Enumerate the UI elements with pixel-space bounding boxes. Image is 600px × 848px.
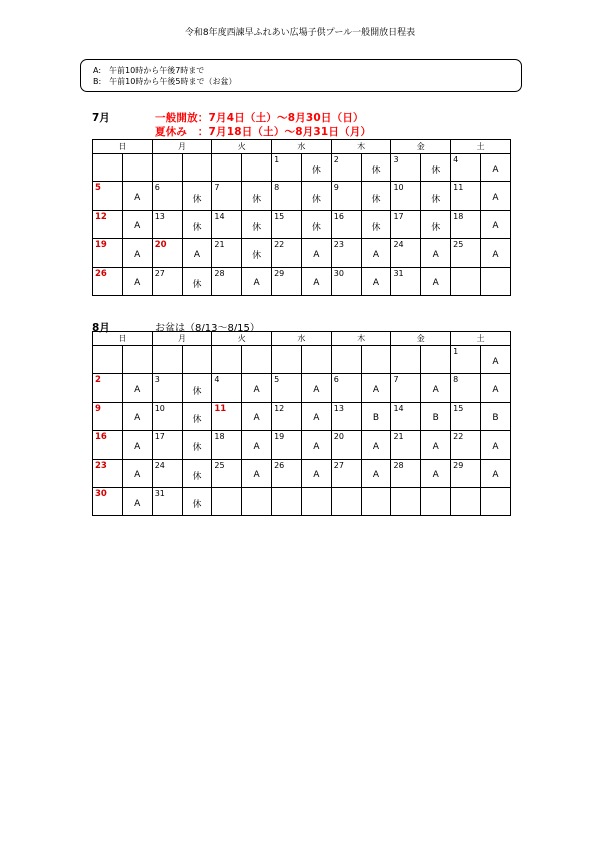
day-status: 休 <box>182 374 212 402</box>
empty-day-cell <box>93 154 123 182</box>
weekday-header: 火 <box>212 332 272 346</box>
day-status: A <box>301 431 331 459</box>
day-status: A <box>421 459 451 487</box>
empty-day-cell <box>480 487 510 515</box>
empty-day-cell <box>93 346 123 374</box>
day-number: 30 <box>331 267 361 295</box>
empty-day-cell <box>122 346 152 374</box>
week-row <box>93 346 511 374</box>
day-status: A <box>301 239 331 267</box>
day-status: 休 <box>182 210 212 238</box>
legend-line-a: A: 午前10時から午後7時まで <box>93 66 205 75</box>
day-number: 27 <box>331 459 361 487</box>
day-status: 休 <box>361 210 391 238</box>
day-status: A <box>480 182 510 210</box>
day-number: 29 <box>272 267 302 295</box>
day-status: A <box>480 239 510 267</box>
weekday-header: 月 <box>152 332 212 346</box>
empty-day-cell <box>361 346 391 374</box>
day-status: A <box>301 402 331 430</box>
day-number: 1 <box>272 154 302 182</box>
day-number: 24 <box>152 459 182 487</box>
empty-day-cell <box>152 346 182 374</box>
day-number: 2 <box>331 154 361 182</box>
weekday-header: 火 <box>212 140 272 154</box>
day-number: 21 <box>212 239 242 267</box>
weekday-header: 水 <box>272 140 332 154</box>
day-status: B <box>480 402 510 430</box>
day-status: A <box>122 374 152 402</box>
day-number: 7 <box>212 182 242 210</box>
day-number: 9 <box>93 402 123 430</box>
empty-day-cell <box>421 487 451 515</box>
day-number: 29 <box>451 459 481 487</box>
day-status: A <box>301 459 331 487</box>
empty-day-cell <box>122 154 152 182</box>
day-number: 28 <box>212 267 242 295</box>
empty-day-cell <box>242 346 272 374</box>
day-status: 休 <box>242 182 272 210</box>
empty-day-cell <box>421 346 451 374</box>
day-status: A <box>421 431 451 459</box>
week-row <box>93 374 511 402</box>
day-number: 10 <box>152 402 182 430</box>
day-status: A <box>480 154 510 182</box>
day-status: 休 <box>242 210 272 238</box>
day-status: A <box>122 210 152 238</box>
empty-day-cell <box>391 346 421 374</box>
empty-day-cell <box>331 487 361 515</box>
day-number: 31 <box>152 487 182 515</box>
day-status: B <box>361 402 391 430</box>
day-number: 17 <box>391 210 421 238</box>
day-status: 休 <box>421 182 451 210</box>
day-status: 休 <box>182 182 212 210</box>
day-status: A <box>122 459 152 487</box>
day-status: A <box>361 431 391 459</box>
day-number: 4 <box>451 154 481 182</box>
weekday-header-row <box>93 140 511 154</box>
weekday-header: 木 <box>331 332 391 346</box>
empty-day-cell <box>361 487 391 515</box>
day-number: 23 <box>331 239 361 267</box>
weekday-header: 月 <box>152 140 212 154</box>
empty-day-cell <box>272 487 302 515</box>
day-status: A <box>480 431 510 459</box>
day-status: A <box>122 239 152 267</box>
weekday-header: 水 <box>272 332 332 346</box>
day-status: 休 <box>301 210 331 238</box>
day-status: A <box>122 182 152 210</box>
week-row <box>93 431 511 459</box>
day-status: 休 <box>182 402 212 430</box>
day-number: 30 <box>93 487 123 515</box>
day-status: 休 <box>182 431 212 459</box>
empty-day-cell <box>242 487 272 515</box>
empty-day-cell <box>182 154 212 182</box>
day-status: A <box>361 374 391 402</box>
empty-day-cell <box>152 154 182 182</box>
empty-day-cell <box>391 487 421 515</box>
day-number: 10 <box>391 182 421 210</box>
day-number: 3 <box>152 374 182 402</box>
week-row <box>93 210 511 238</box>
day-status: A <box>421 239 451 267</box>
empty-day-cell <box>212 346 242 374</box>
day-number: 2 <box>93 374 123 402</box>
day-number: 27 <box>152 267 182 295</box>
day-number: 26 <box>93 267 123 295</box>
obon-period-note: お盆は（8/13～8/15） <box>155 323 260 334</box>
day-number: 8 <box>451 374 481 402</box>
day-number: 11 <box>451 182 481 210</box>
day-number: 25 <box>212 459 242 487</box>
day-number: 14 <box>212 210 242 238</box>
day-number: 13 <box>152 210 182 238</box>
empty-day-cell <box>451 267 481 295</box>
day-number: 12 <box>272 402 302 430</box>
day-status: A <box>122 431 152 459</box>
legend-line-b: B: 午前10時から午後5時まで（お盆） <box>93 77 237 86</box>
day-status: 休 <box>421 154 451 182</box>
weekday-header: 日 <box>93 332 153 346</box>
legend-box <box>80 59 522 92</box>
day-number: 19 <box>93 239 123 267</box>
day-status: 休 <box>361 182 391 210</box>
day-number: 15 <box>451 402 481 430</box>
empty-day-cell <box>272 346 302 374</box>
day-status: 休 <box>242 239 272 267</box>
week-row <box>93 154 511 182</box>
week-row <box>93 182 511 210</box>
day-number: 22 <box>272 239 302 267</box>
weekday-header: 土 <box>451 140 511 154</box>
day-number: 31 <box>391 267 421 295</box>
empty-day-cell <box>331 346 361 374</box>
day-number: 28 <box>391 459 421 487</box>
empty-day-cell <box>451 487 481 515</box>
weekday-header: 木 <box>331 140 391 154</box>
day-status: A <box>361 267 391 295</box>
weekday-header-row <box>93 332 511 346</box>
day-number: 15 <box>272 210 302 238</box>
summer-vacation-period: 夏休み ：7月18日（土）～8月31日（月） <box>155 126 372 138</box>
day-status: A <box>301 267 331 295</box>
day-status: 休 <box>182 267 212 295</box>
day-status: A <box>480 346 510 374</box>
day-number: 20 <box>152 239 182 267</box>
day-status: A <box>301 374 331 402</box>
weekday-header: 土 <box>451 332 511 346</box>
day-number: 16 <box>93 431 123 459</box>
day-status: A <box>480 374 510 402</box>
day-number: 3 <box>391 154 421 182</box>
day-number: 8 <box>272 182 302 210</box>
day-number: 5 <box>93 182 123 210</box>
august-month-label: 8月 <box>92 322 110 334</box>
week-row <box>93 487 511 515</box>
day-status: A <box>242 374 272 402</box>
day-status: A <box>480 459 510 487</box>
empty-day-cell <box>301 346 331 374</box>
empty-day-cell <box>182 346 212 374</box>
day-number: 26 <box>272 459 302 487</box>
day-status: A <box>122 267 152 295</box>
day-status: A <box>480 210 510 238</box>
day-number: 7 <box>391 374 421 402</box>
day-number: 18 <box>451 210 481 238</box>
day-status: A <box>122 402 152 430</box>
august-calendar-table <box>92 331 511 516</box>
weekday-header: 金 <box>391 332 451 346</box>
day-number: 24 <box>391 239 421 267</box>
day-number: 12 <box>93 210 123 238</box>
weekday-header: 日 <box>93 140 153 154</box>
day-number: 17 <box>152 431 182 459</box>
day-number: 13 <box>331 402 361 430</box>
weekday-header: 金 <box>391 140 451 154</box>
day-number: 14 <box>391 402 421 430</box>
day-status: A <box>421 374 451 402</box>
day-number: 1 <box>451 346 481 374</box>
day-status: A <box>361 459 391 487</box>
day-number: 18 <box>212 431 242 459</box>
day-number: 16 <box>331 210 361 238</box>
day-number: 20 <box>331 431 361 459</box>
day-number: 21 <box>391 431 421 459</box>
week-row <box>93 402 511 430</box>
day-status: A <box>182 239 212 267</box>
day-number: 9 <box>331 182 361 210</box>
day-status: A <box>242 459 272 487</box>
day-number: 25 <box>451 239 481 267</box>
day-status: 休 <box>421 210 451 238</box>
july-calendar-table <box>92 139 511 296</box>
empty-day-cell <box>212 154 242 182</box>
day-number: 23 <box>93 459 123 487</box>
empty-day-cell <box>301 487 331 515</box>
empty-day-cell <box>480 267 510 295</box>
day-status: A <box>361 239 391 267</box>
day-status: B <box>421 402 451 430</box>
week-row <box>93 239 511 267</box>
day-status: 休 <box>361 154 391 182</box>
general-opening-period: 一般開放：7月4日（土）～8月30日（日） <box>155 112 364 124</box>
day-status: 休 <box>182 459 212 487</box>
day-status: A <box>242 431 272 459</box>
empty-day-cell <box>242 154 272 182</box>
day-status: A <box>421 267 451 295</box>
day-number: 5 <box>272 374 302 402</box>
day-number: 11 <box>212 402 242 430</box>
day-status: A <box>242 267 272 295</box>
day-number: 4 <box>212 374 242 402</box>
day-number: 6 <box>331 374 361 402</box>
day-number: 22 <box>451 431 481 459</box>
empty-day-cell <box>212 487 242 515</box>
week-row <box>93 267 511 295</box>
day-status: 休 <box>301 154 331 182</box>
document-title: 令和8年度西諫早ふれあい広場子供プール一般開放日程表 <box>184 28 416 38</box>
day-status: 休 <box>182 487 212 515</box>
day-number: 19 <box>272 431 302 459</box>
day-status: A <box>122 487 152 515</box>
week-row <box>93 459 511 487</box>
july-month-label: 7月 <box>92 112 110 124</box>
day-status: A <box>242 402 272 430</box>
day-status: 休 <box>301 182 331 210</box>
day-number: 6 <box>152 182 182 210</box>
